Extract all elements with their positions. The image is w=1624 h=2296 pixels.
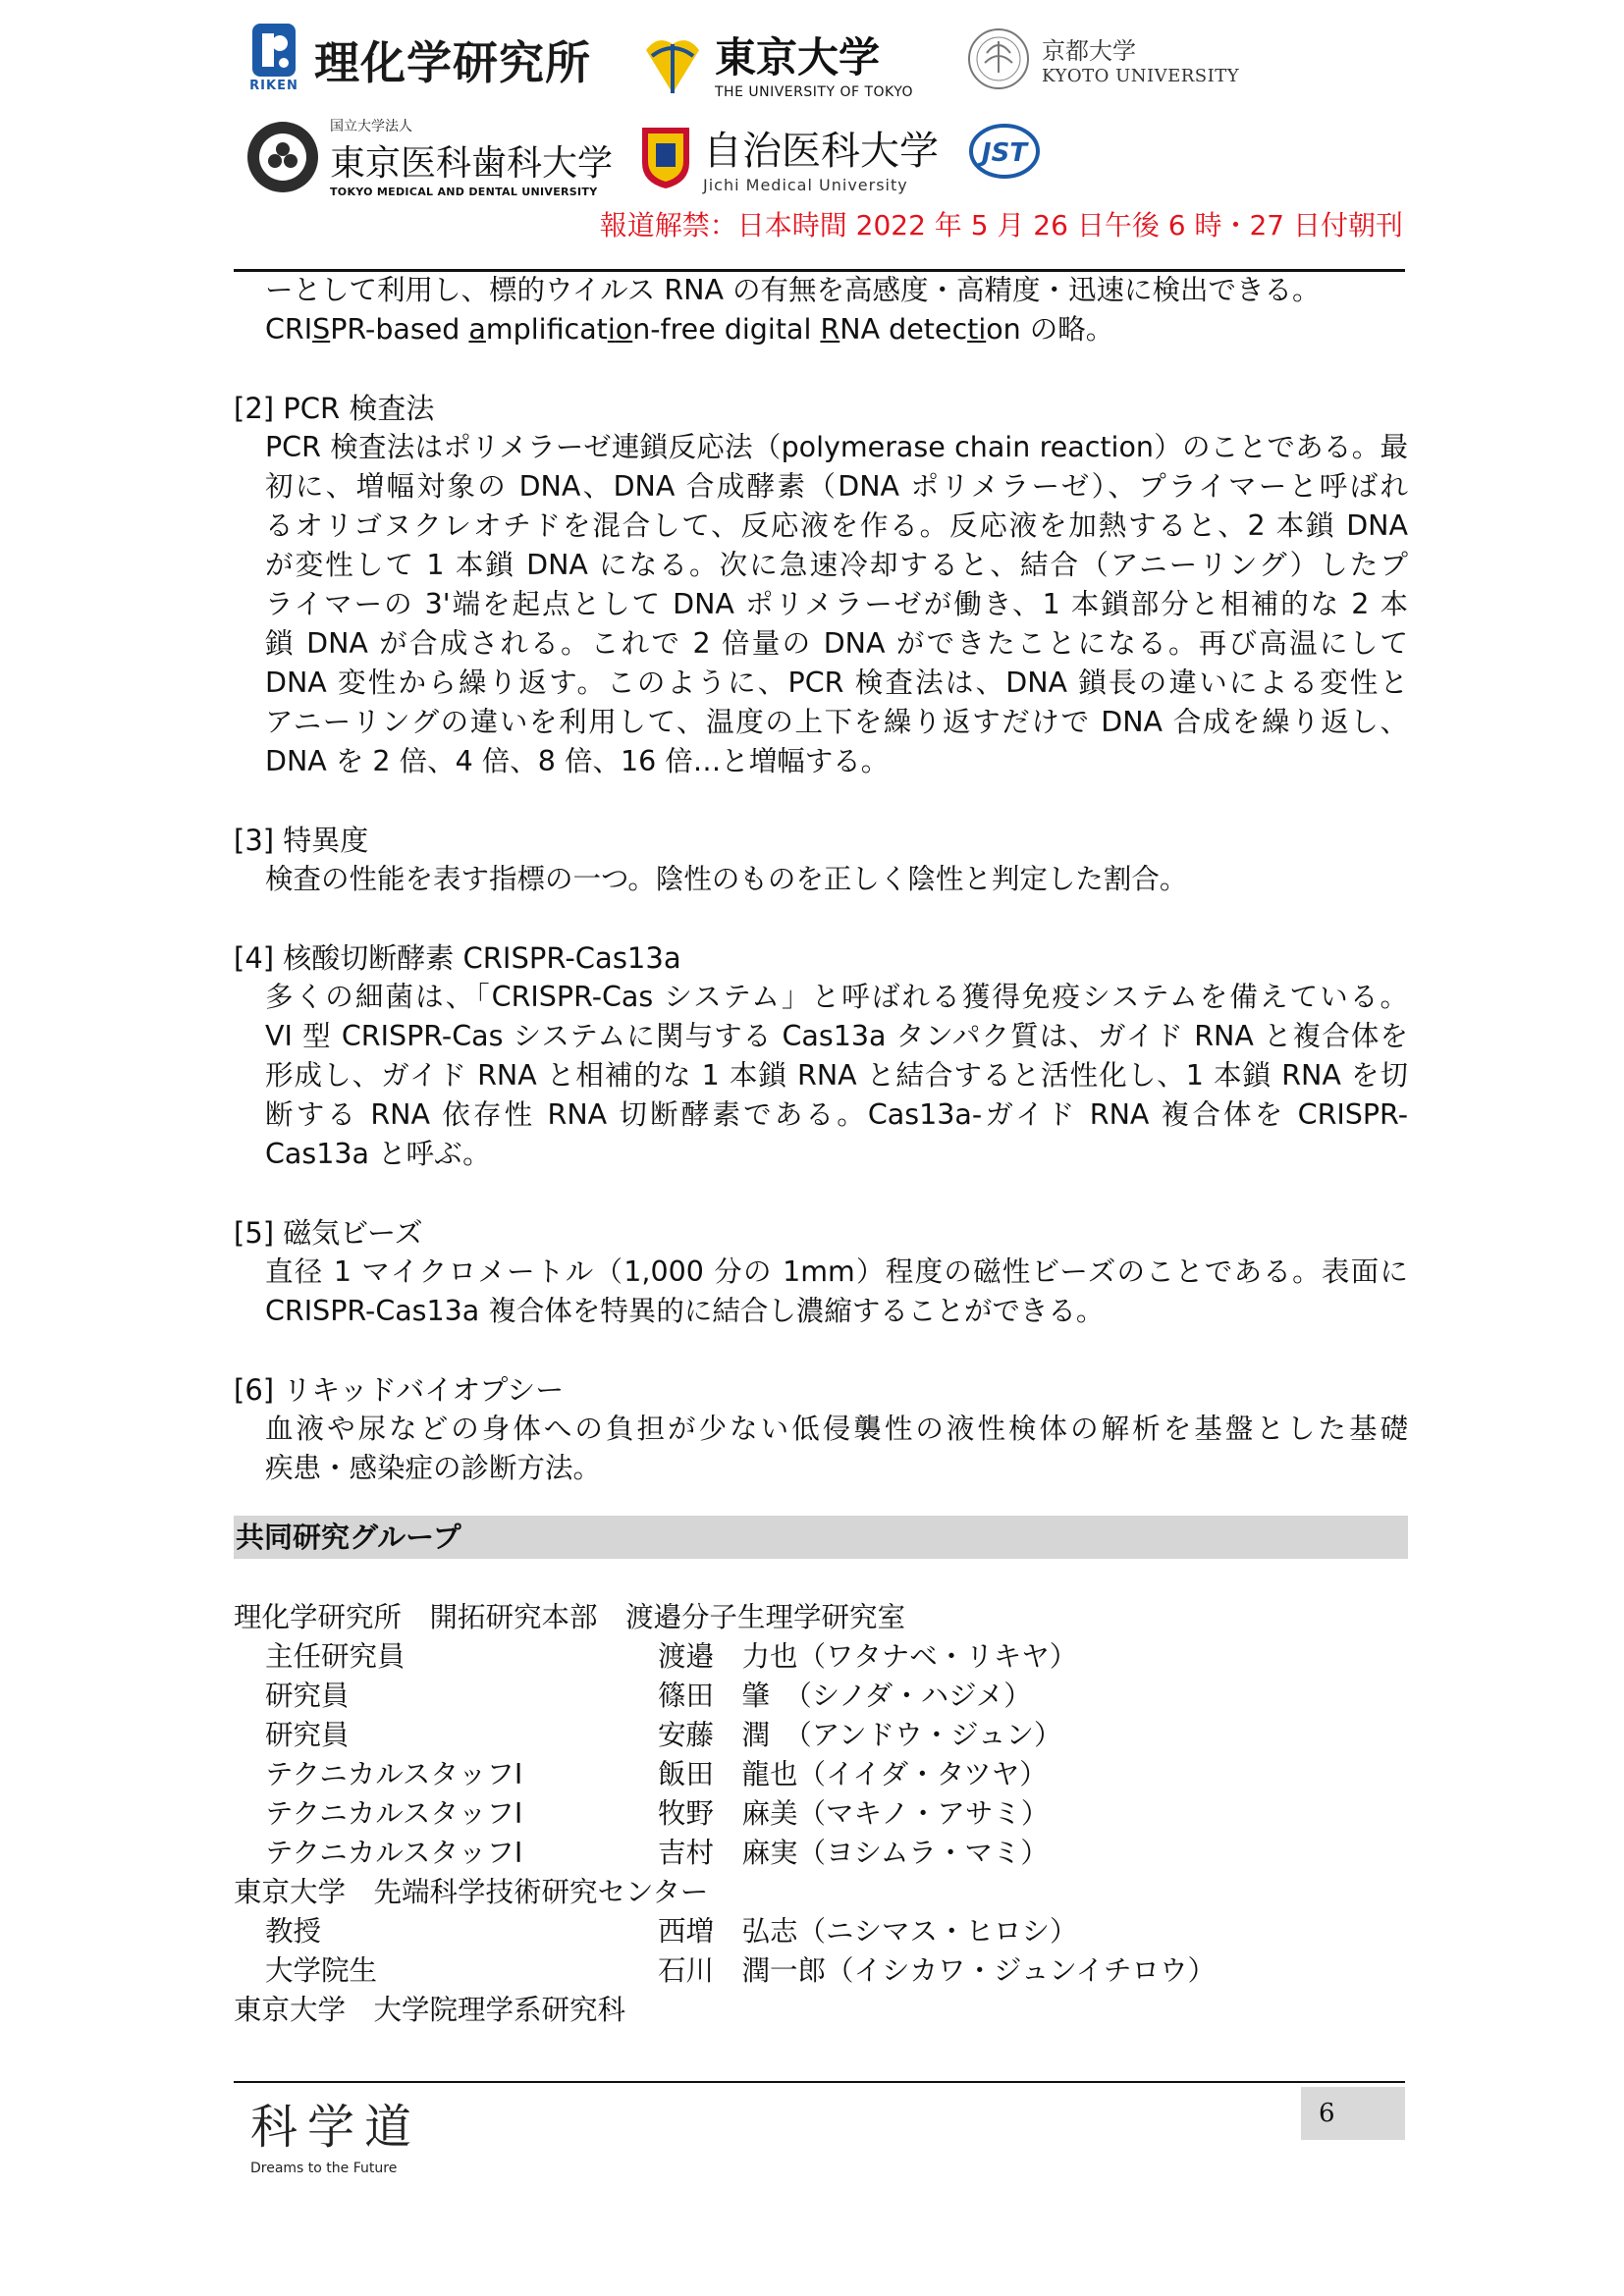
note1-line2: CRISPR-based amplification-free digital RNA detection の略。	[265, 313, 1114, 346]
utokyo-en: THE UNIVERSITY OF TOKYO	[715, 84, 914, 100]
footer-logo-text: 科学道	[250, 2100, 422, 2155]
member-row: 主任研究員 渡邉 力也（ワタナベ・リキヤ）	[265, 1640, 1078, 1673]
tmdu-prefix: 国立大学法人	[330, 119, 412, 134]
tmdu-en: TOKYO MEDICAL AND DENTAL UNIVERSITY	[330, 186, 598, 198]
member-row: 大学院生 石川 潤一郎（イシカワ・ジュンイチロウ）	[265, 1954, 1217, 1987]
note2-line: PCR 検査法はポリメラーゼ連鎖反応法（polymerase chain reaction）のことである。最	[265, 431, 1408, 463]
note3-line: 検査の性能を表す指標の一つ。陰性のものを正しく陰性と判定した割合。	[265, 863, 1188, 895]
kagakudo-logo	[250, 2089, 421, 2176]
note4-line: 形成し、ガイド RNA と相補的な 1 本鎖 RNA と結合すると活性化し、1 本鎖 RNA を切	[265, 1059, 1408, 1092]
main-content	[234, 271, 1408, 2030]
note4-line: Cas13a と呼ぶ。	[265, 1138, 491, 1170]
note2-line: ライマーの 3'端を起点として DNA ポリメラーゼが働き、1 本鎖部分と相補的な 2 本	[265, 588, 1408, 620]
tmdu-seal-icon	[245, 120, 320, 194]
note4-line: VI 型 CRISPR-Cas システムに関与する Cas13a タンパク質は、ガイド RNA と複合体を	[265, 1020, 1408, 1052]
note5-heading: [5] 磁気ビーズ	[234, 1216, 423, 1250]
ginkgo-leaf-icon	[638, 30, 707, 95]
header-logos	[245, 22, 1276, 198]
note2-line: アニーリングの違いを利用して、温度の上下を繰り返すだけで DNA 合成を繰り返し、	[265, 706, 1408, 738]
org-utokyo-rcast: 東京大学 先端科学技術研究センター	[234, 1876, 709, 1908]
riken-logo	[245, 22, 591, 98]
note4-line: 多くの細菌は、「CRISPR-Cas システム」と呼ばれる獲得免疫システムを備えている。	[265, 981, 1408, 1013]
kyoto-name: 京都大学	[1042, 37, 1136, 65]
note6-heading: [6] リキッドバイオプシー	[234, 1373, 565, 1407]
note2-line: DNA を 2 倍、4 倍、8 倍、16 倍…と増幅する。	[265, 745, 890, 777]
kyoto-en: KYOTO UNIVERSITY	[1042, 66, 1240, 86]
note2-body	[234, 428, 1408, 781]
jichi-logo	[638, 120, 939, 194]
note5-line: CRISPR-Cas13a 複合体を特異的に結合し濃縮することができる。	[265, 1295, 1105, 1327]
page-number-box	[1301, 2087, 1405, 2140]
member-row: 研究員 篠田 肇 （シノダ・ハジメ）	[265, 1680, 1032, 1712]
note4-heading: [4] 核酸切断酵素 CRISPR-Cas13a	[234, 941, 681, 975]
page-number: 6	[1319, 2099, 1335, 2128]
jichi-en: Jichi Medical University	[703, 176, 908, 194]
note6-body	[234, 1410, 1408, 1488]
tmdu-logo	[245, 116, 613, 198]
note2-heading: [2] PCR 検査法	[234, 392, 435, 425]
note1-line1: ーとして利用し、標的ウイルス RNA の有無を高感度・高精度・迅速に検出できる。	[265, 274, 1321, 306]
note4-body	[234, 978, 1408, 1174]
riken-mark-icon	[245, 22, 302, 98]
note2-line: DNA 変性から繰り返す。このように、PCR 検査法は、DNA 鎖長の違いによる変性と	[265, 667, 1408, 699]
riken-name: 理化学研究所	[314, 36, 591, 89]
member-row: テクニカルスタッフⅠ 飯田 龍也（イイダ・タツヤ）	[265, 1758, 1048, 1790]
group-section-title: 共同研究グループ	[234, 1516, 1408, 1559]
member-row: 研究員 安藤 潤 （アンドウ・ジュン）	[265, 1719, 1062, 1751]
member-row: テクニカルスタッフⅠ 牧野 麻美（マキノ・アサミ）	[265, 1797, 1050, 1830]
note2-line: るオリゴヌクレオチドを混合して、反応液を作る。反応液を加熱すると、2 本鎖 DNA	[265, 509, 1408, 542]
note5-body	[234, 1253, 1408, 1331]
jichi-name: 自治医科大学	[703, 129, 939, 174]
jst-logo	[967, 120, 1042, 183]
member-row: 教授 西増 弘志（ニシマス・ヒロシ）	[265, 1915, 1078, 1948]
note2-line: が変性して 1 本鎖 DNA になる。次に急速冷却すると、結合（アニーリング）したプ	[265, 549, 1408, 581]
note6-line: 疾患・感染症の診断方法。	[265, 1452, 602, 1484]
note3-heading: [3] 特異度	[234, 824, 369, 857]
kyoto-logo	[967, 27, 1239, 90]
footer-tagline: Dreams to the Future	[250, 2161, 398, 2176]
utokyo-name: 東京大学	[715, 33, 881, 81]
utokyo-logo	[638, 26, 913, 100]
note6-line: 血液や尿などの身体への負担が少ない低侵襲性の液性検体の解析を基盤とした基礎	[265, 1413, 1408, 1445]
footer-divider	[234, 2081, 1405, 2083]
jichi-crest-icon	[638, 124, 693, 190]
riken-sub-label: RIKEN	[249, 79, 298, 93]
note5-line: 直径 1 マイクロメートル（1,000 分の 1mm）程度の磁性ビーズのことである。表面に	[265, 1255, 1408, 1288]
org-utokyo-science: 東京大学 大学院理学系研究科	[234, 1994, 626, 2026]
note2-line: 初に、増幅対象の DNA、DNA 合成酵素（DNA ポリメラーゼ）、プライマーと呼ばれ	[265, 470, 1408, 503]
note2-line: 鎖 DNA が合成される。これで 2 倍量の DNA ができたことになる。再び高温にして	[265, 627, 1408, 660]
org-riken: 理化学研究所 開拓研究本部 渡邉分子生理学研究室	[234, 1601, 906, 1633]
tmdu-name: 東京医科歯科大学	[330, 143, 614, 184]
member-row: テクニカルスタッフⅠ 吉村 麻実（ヨシムラ・マミ）	[265, 1837, 1049, 1869]
jst-mark-icon	[967, 120, 1042, 183]
kyoto-seal-icon	[967, 27, 1030, 90]
embargo-notice: 報道解禁：日本時間 2022 年 5 月 26 日午後 6 時・27 日付朝刊	[599, 209, 1403, 241]
jst-label: JST	[981, 138, 1028, 168]
note4-line: 断する RNA 依存性 RNA 切断酵素である。Cas13a-ガイド RNA 複合体を CRISPR-	[265, 1098, 1408, 1131]
